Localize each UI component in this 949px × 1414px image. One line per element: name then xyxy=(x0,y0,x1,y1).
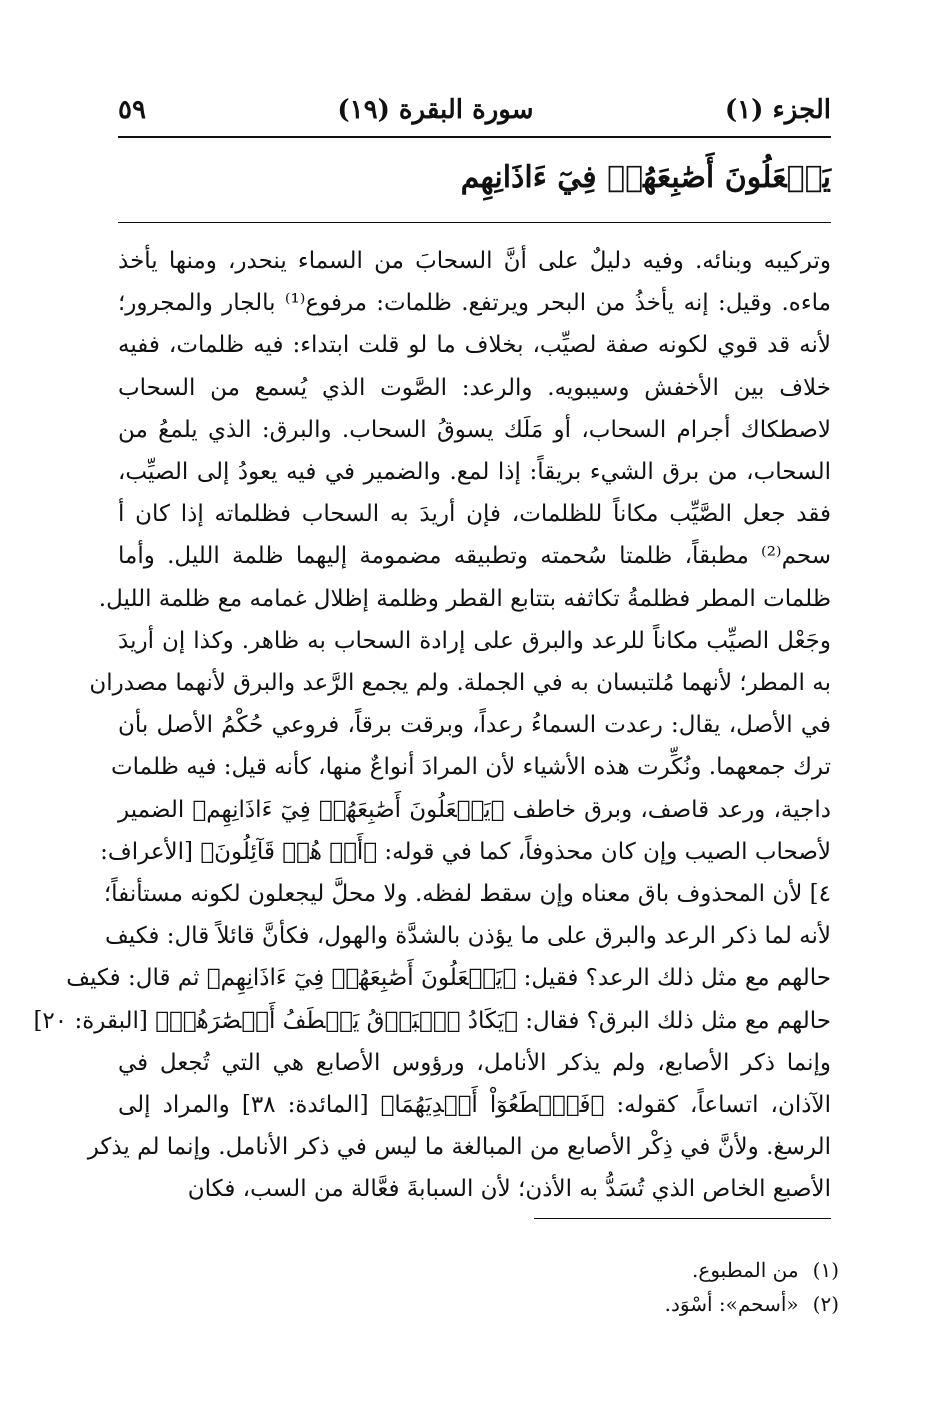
body-line: سحم⁽²⁾ مطبقاً، ظلمتا سُحمته وتطبيقه مضمومة إليهما ظلمة الليل. وأما xyxy=(118,543,831,570)
body-line: لاصطكاك أجرام السحاب، أو مَلَك يسوقُ السحاب. والبرق: الذي يلمعُ من xyxy=(118,416,831,443)
body-line: داجية، ورعد قاصف، وبرق خاطف ﴿يَجۡعَلُونَ أَصَٰبِعَهُمۡ فِيٓ ءَاذَانِهِم﴾ الضمير xyxy=(118,796,831,823)
body-line: وجَعْل الصيِّب مكاناً للرعد والبرق على إرادة السحاب به ظاهر. وكذا إن أريدَ xyxy=(118,627,831,654)
heading-divider xyxy=(118,222,831,223)
body-line: ٤] لأن المحذوف باق معناه وإن سقط لفظه. ولا محلَّ ليجعلون لكونه مستأنفاً؛ xyxy=(103,881,831,908)
running-header xyxy=(118,86,831,134)
body-line: لأصحاب الصيب وإن كان محذوفاً، كما في قوله: ﴿أَوۡ هُمۡ قَآئِلُونَ﴾ [الأعراف: xyxy=(100,838,831,865)
footnote-divider xyxy=(534,1218,831,1219)
page-number: ٥٩ xyxy=(118,95,146,125)
commentary-body xyxy=(33,240,831,1211)
body-line: لأنه قد قوي لكونه صفة لصيِّب، بخلاف ما لو قلت ابتداء: فيه ظلمات، ففيه xyxy=(118,332,831,359)
surah-title: سورة البقرة (١٩) xyxy=(337,95,534,125)
body-line: ترك جمعهما. ونُكِّرت هذه الأشياء لأن المرادَ أنواعٌ منها، كأنه قيل: فيه ظلمات xyxy=(111,754,831,781)
body-line: وإنما ذكر الأصابع، ولم يذكر الأنامل، ورؤوس الأصابع هي التي تُجعل في xyxy=(118,1049,831,1076)
body-line: السحاب، من برق الشيء بريقاً: إذا لمع. والضمير في فيه يعودُ إلى الصيِّب، xyxy=(118,459,831,486)
header-divider xyxy=(118,136,831,138)
footnote-number: (١) xyxy=(812,1258,839,1282)
body-line: وتركيبه وبنائه. وفيه دليلٌ على أنَّ السحابَ من السماء ينحدر، ومنها يأخذ xyxy=(118,248,831,274)
body-line: الأصبع الخاص الذي تُسَدُّ به الأذن؛ لأن السبابةَ فعَّالة من السب، فكان xyxy=(187,1176,831,1203)
body-line: حالهم مع مثل ذلك الرعد؟ فقيل: ﴿يَجۡعَلُونَ أَصَٰبِعَهُمۡ فِيٓ ءَاذَانِهِم﴾ ثم قال: فكيف xyxy=(66,965,831,992)
footnote-text: من المطبوع. xyxy=(692,1258,799,1282)
body-line: ظلمات المطر فظلمةُ تكاثفه بتتابع القطر وظلمة إظلال غمامه مع ظلمة الليل. xyxy=(98,585,831,612)
footnote-text: «أسحم»: أسْوَد. xyxy=(664,1292,799,1316)
body-line: ماءه. وقيل: إنه يأخذُ من البحر ويرتفع. ظلمات: مرفوع⁽¹⁾ بالجار والمجرور؛ xyxy=(118,290,831,317)
body-line: الرسغ. ولأنَّ في ذِكْر الأصابع من المبالغة ما ليس في ذكر الأنامل. وإنما لم يذكر xyxy=(87,1134,831,1161)
footnote xyxy=(665,1253,839,1287)
body-line: في الأصل، يقال: رعدت السماءُ رعداً، وبرقت برقاً، فروعي حُكْمُ الأصل بأن xyxy=(118,712,831,739)
footnotes xyxy=(665,1253,839,1321)
body-line: لأنه لما ذكر الرعد والبرق على ما يؤذن بالشدَّة والهول، فكأنَّ قائلاً قال: فكيف xyxy=(104,923,831,950)
footnote-number: (٢) xyxy=(812,1292,839,1316)
body-line: فقد جعل الصَّيِّب مكاناً للظلمات، فإن أريدَ به السحاب فظلماته إذا كان أ xyxy=(118,501,831,528)
body-line: به المطر؛ لأنهما مُلتبسان به في الجملة. ولم يجمع الرَّعد والبرق لأنهما مصدران xyxy=(89,670,831,697)
footnote xyxy=(665,1287,839,1321)
body-line: خلاف بين الأخفش وسيبويه. والرعد: الصَّوت الذي يُسمع من السحاب xyxy=(118,374,831,401)
juz-label: الجزء (١) xyxy=(724,95,831,125)
verse-heading: يَجۡعَلُونَ أَصَٰبِعَهُمۡ فِيٓ ءَاذَانِهِم xyxy=(460,160,831,195)
body-line: حالهم مع مثل ذلك البرق؟ فقال: ﴿يَكَادُ ٱلۡبَرۡقُ يَخۡطَفُ أَبۡصَٰرَهُمۡ﴾ [البقرة: ٢٠] xyxy=(33,1007,831,1034)
body-line: الآذان، اتساعاً، كقوله: ﴿فَٱقۡطَعُوٓاْ أَيۡدِيَهُمَا﴾ [المائدة: ٣٨] والمراد إلى xyxy=(118,1092,831,1119)
